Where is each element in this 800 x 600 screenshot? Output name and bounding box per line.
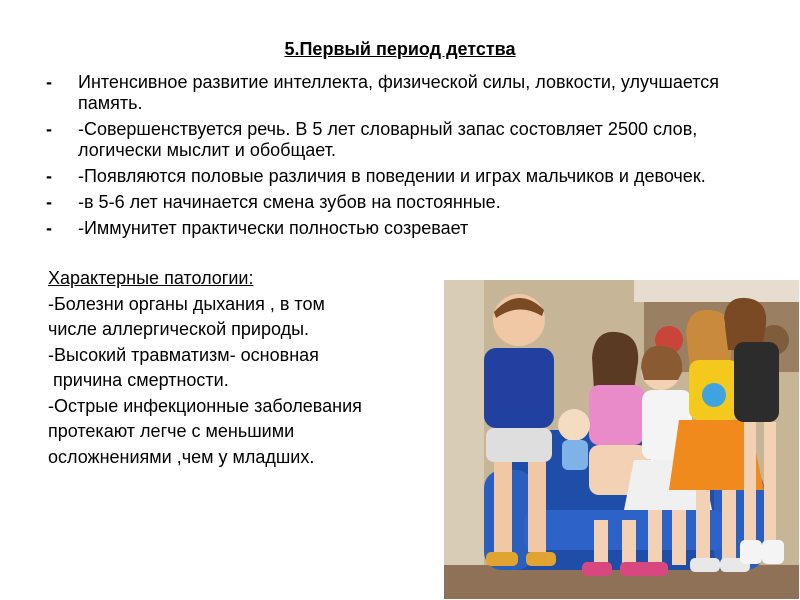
bullet-item xyxy=(46,72,766,114)
bullet-text: -Совершенствуется речь. В 5 лет словарный запас состовляет 2500 слов, логически мыслит и обобщает. xyxy=(78,119,698,160)
bullet-list xyxy=(46,72,766,244)
pathology-line: -Болезни органы дыхания , в том xyxy=(48,293,325,314)
pathologies-heading: Характерные патологии: xyxy=(48,268,254,288)
bullet-item xyxy=(46,166,766,187)
bullet-item xyxy=(46,218,766,239)
pathology-line: -Острые инфекционные заболевания xyxy=(48,395,362,416)
pathology-line: -Высокий травматизм- основная xyxy=(48,344,319,365)
bullet-marker: - xyxy=(46,166,52,186)
bullet-text: -Появляются половые различия в поведении и играх мальчиков и девочек. xyxy=(78,166,706,186)
bullet-marker: - xyxy=(46,119,52,139)
pathology-line: осложнениями ,чем у младших. xyxy=(48,446,315,467)
pathology-line: числе аллергической природы. xyxy=(48,319,310,339)
bullet-text: Интенсивное развитие интеллекта, физической силы, ловкости, улучшается память. xyxy=(78,72,720,113)
bullet-marker: - xyxy=(46,218,52,238)
bullet-marker: - xyxy=(46,192,52,212)
bullet-item xyxy=(46,119,766,161)
pathology-line: протекают легче с меньшими xyxy=(48,421,295,441)
bullet-item xyxy=(46,192,766,213)
pathologies-block xyxy=(48,266,448,470)
pathology-line: причина смертности. xyxy=(48,370,229,390)
bullet-text: -в 5-6 лет начинается смена зубов на постоянные. xyxy=(78,192,501,212)
bullet-marker: - xyxy=(46,72,52,92)
children-photo-illustration xyxy=(444,280,799,599)
children-photo xyxy=(444,280,799,599)
bullet-text: -Иммунитет практически полностью созревает xyxy=(78,218,469,238)
slide-title: 5.Первый период детства xyxy=(284,39,516,59)
